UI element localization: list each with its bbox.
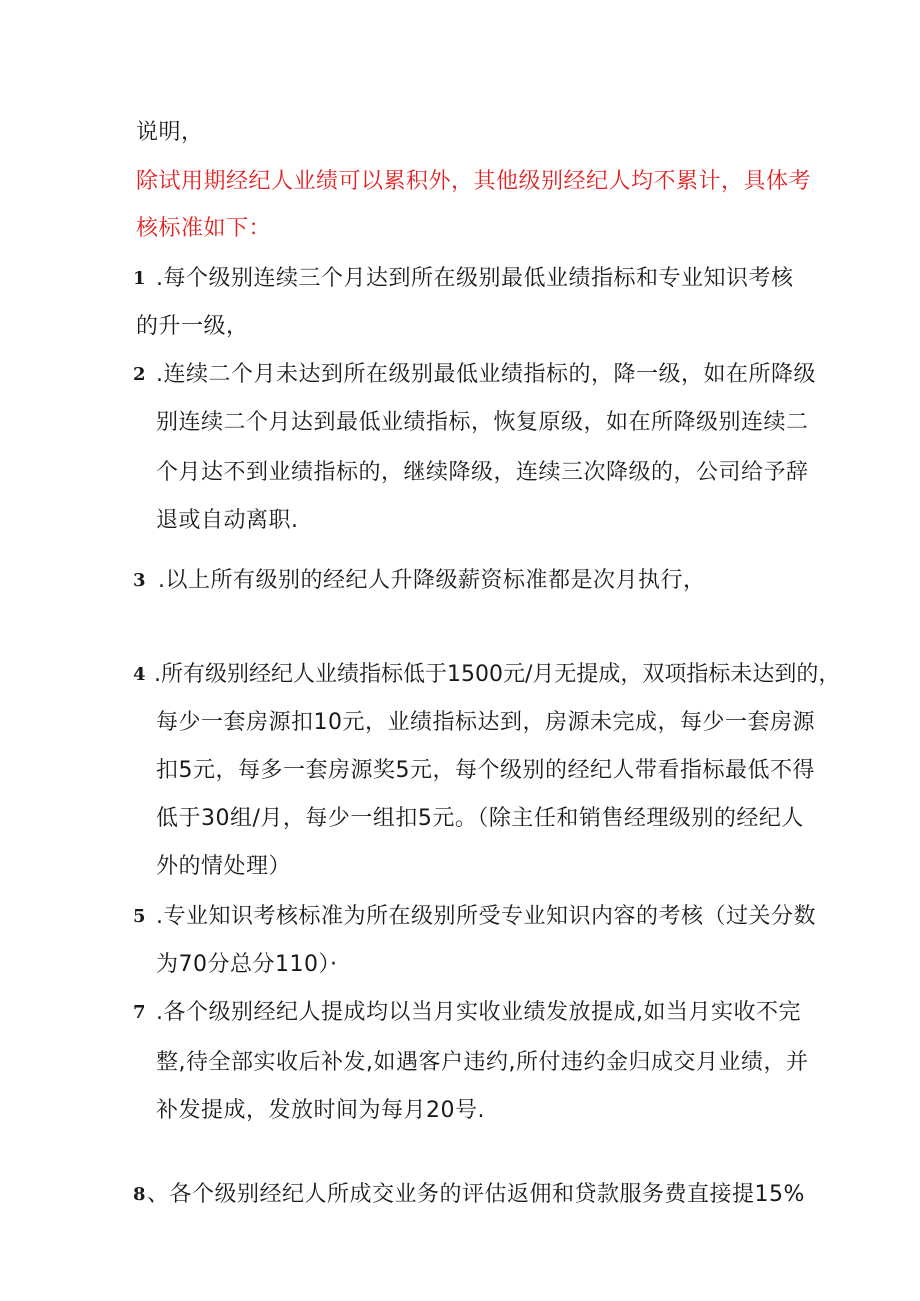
item-3-line-1: .以上所有级别的经纪人升降级薪资标准都是次月执行， bbox=[158, 568, 706, 593]
item-2-line-3: 个月达不到业绩指标的，继续降级，连续三次降级的，公司给予辞 bbox=[156, 460, 809, 485]
item-number-8: 8 bbox=[133, 1184, 146, 1205]
item-5-line-2: 为70分总分110）· bbox=[156, 952, 338, 977]
item-4-line-4: 低于30组/月，每少一组扣5元。（除主任和销售经理级别的经纪人 bbox=[156, 806, 804, 831]
item-4-line-3: 扣5元，每多一套房源奖5元，每个级别的经纪人带看指标最低不得 bbox=[156, 758, 815, 783]
item-number-3: 3 bbox=[133, 570, 146, 591]
item-1-line-1: .每个级别连续三个月达到所在级别最低业绩指标和专业知识考核 bbox=[156, 266, 794, 291]
item-1-line-2: 的升一级， bbox=[136, 314, 249, 339]
item-number-4: 4 bbox=[133, 664, 146, 685]
intro-label: 说明， bbox=[136, 120, 204, 145]
item-number-2: 2 bbox=[133, 364, 146, 385]
item-8-line-1: 、各个级别经纪人所成交业务的评估返佣和贷款服务费直接提15% bbox=[147, 1182, 805, 1207]
item-7-line-2: 整,待全部实收后补发,如遇客户违约,所付违约金归成交月业绩，并 bbox=[156, 1050, 809, 1075]
item-2-line-2: 别连续二个月达到最低业绩指标，恢复原级，如在所降级别连续二 bbox=[156, 410, 809, 435]
item-number-7: 7 bbox=[133, 1002, 146, 1023]
item-4-line-1: .所有级别经纪人业绩指标低于1500元/月无提成，双项指标未达到的， bbox=[154, 662, 841, 687]
item-4-line-2: 每少一套房源扣10元，业绩指标达到，房源未完成，每少一套房源 bbox=[156, 710, 815, 735]
item-2-line-4: 退或自动离职. bbox=[156, 508, 299, 533]
notice-line-1: 除试用期经纪人业绩可以累积外，其他级别经纪人均不累计，具体考 bbox=[136, 169, 812, 194]
item-7-line-3: 补发提成，发放时间为每月20号. bbox=[156, 1098, 485, 1123]
item-7-line-1: .各个级别经纪人提成均以当月实收业绩发放提成,如当月实收不完 bbox=[156, 1000, 801, 1025]
item-number-1: 1 bbox=[133, 268, 146, 289]
item-2-line-1: .连续二个月未达到所在级别最低业绩指标的，降一级，如在所降级 bbox=[156, 362, 816, 387]
item-number-5: 5 bbox=[133, 906, 146, 927]
item-4-line-5: 外的情处理） bbox=[156, 854, 292, 879]
item-5-line-1: .专业知识考核标准为所在级别所受专业知识内容的考核（过关分数 bbox=[156, 904, 816, 929]
notice-line-2: 核标准如下： bbox=[136, 216, 272, 241]
